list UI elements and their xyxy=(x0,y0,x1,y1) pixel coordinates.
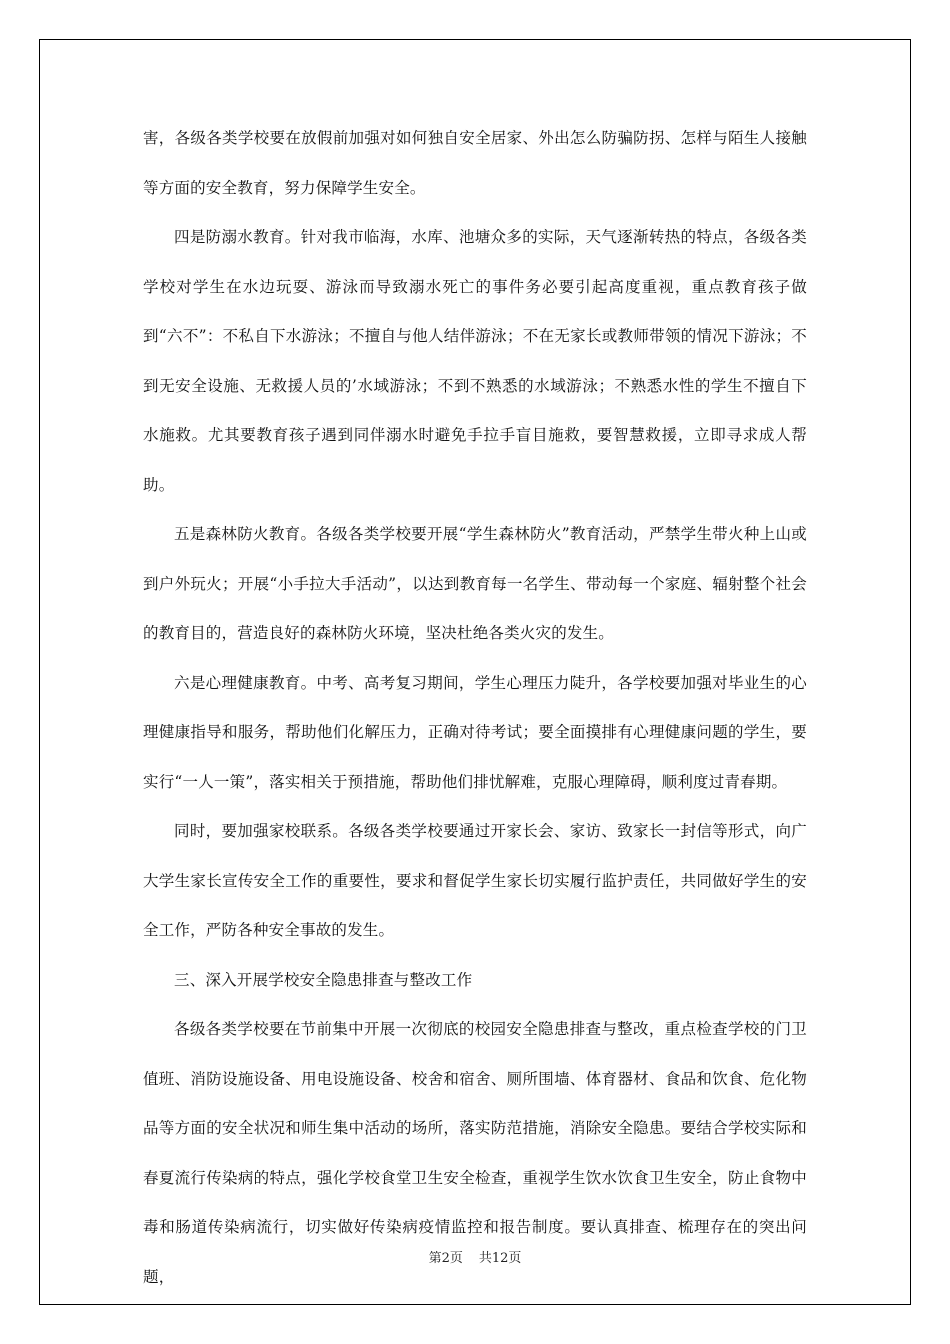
paragraph-forest-fire: 五是森林防火教育。各级各类学校要开展“学生森林防火”教育活动，严禁学生带火种上山或到户外玩火；开展“小手拉大手活动”，以达到教育每一名学生、带动每一个家庭、辐射整个社会的教育目的，营造良好的森林防火环境，坚决杜绝各类火灾的发生。 xyxy=(143,525,807,642)
paragraph-drowning-prevention: 四是防溺水教育。针对我市临海，水库、池塘众多的实际，天气逐渐转热的特点，各级各类学校对学生在水边玩耍、游泳而导致溺水死亡的事件务必要引起高度重视，重点教育孩子做到“六不”：不私自下水游泳；不擅自与他人结伴游泳；不在无家长或教师带领的情况下游泳；不到无安全设施、无救援人员的’水域游泳；不到不熟悉的水域游泳；不熟悉水性的学生不擅自下水施救。尤其要教育孩子遇到同伴溺水时避免手拉手盲目施救，要智慧救援，立即寻求成人帮助。 xyxy=(143,228,807,494)
page-footer xyxy=(0,1247,950,1266)
section-heading-3: 三、深入开展学校安全隐患排查与整改工作 xyxy=(174,970,473,989)
paragraph-home-school: 同时，要加强家校联系。各级各类学校要通过开家长会、家访、致家长一封信等形式，向广大学生家长宣传安全工作的重要性，要求和督促学生家长切实履行监护责任，共同做好学生的安全工作，严防各种安全事故的发生。 xyxy=(143,822,807,939)
page-total: 共12页 xyxy=(478,1251,522,1266)
paragraph-1: 害，各级各类学校要在放假前加强对如何独自安全居家、外出怎么防骗防拐、怎样与陌生人接触等方面的安全教育，努力保障学生安全。 xyxy=(143,129,807,197)
document-body xyxy=(143,114,807,1302)
page-number: 第2页 xyxy=(428,1251,463,1266)
paragraph-mental-health: 六是心理健康教育。中考、高考复习期间，学生心理压力陡升，各学校要加强对毕业生的心理健康指导和服务，帮助他们化解压力，正确对待考试；要全面摸排有心理健康问题的学生，要实行“一人一策”，落实相关于预措施，帮助他们排忧解难，克服心理障碍，顺利度过青春期。 xyxy=(143,673,807,791)
paragraph-hazard-inspection: 各级各类学校要在节前集中开展一次彻底的校园安全隐患排查与整改，重点检查学校的门卫值班、消防设施设备、用电设施设备、校舍和宿舍、厕所围墙、体育器材、食品和饮食、危化物品等方面的安全状况和师生集中活动的场所，落实防范措施，消除安全隐患。要结合学校实际和春夏流行传染病的特点，强化学校食堂卫生安全检查，重视学生饮水饮食卫生安全，防止食物中毒和肠道传染病流行，切实做好传染病疫情监控和报告制度。要认真排查、梳理存在的突出问题， xyxy=(143,1020,807,1286)
